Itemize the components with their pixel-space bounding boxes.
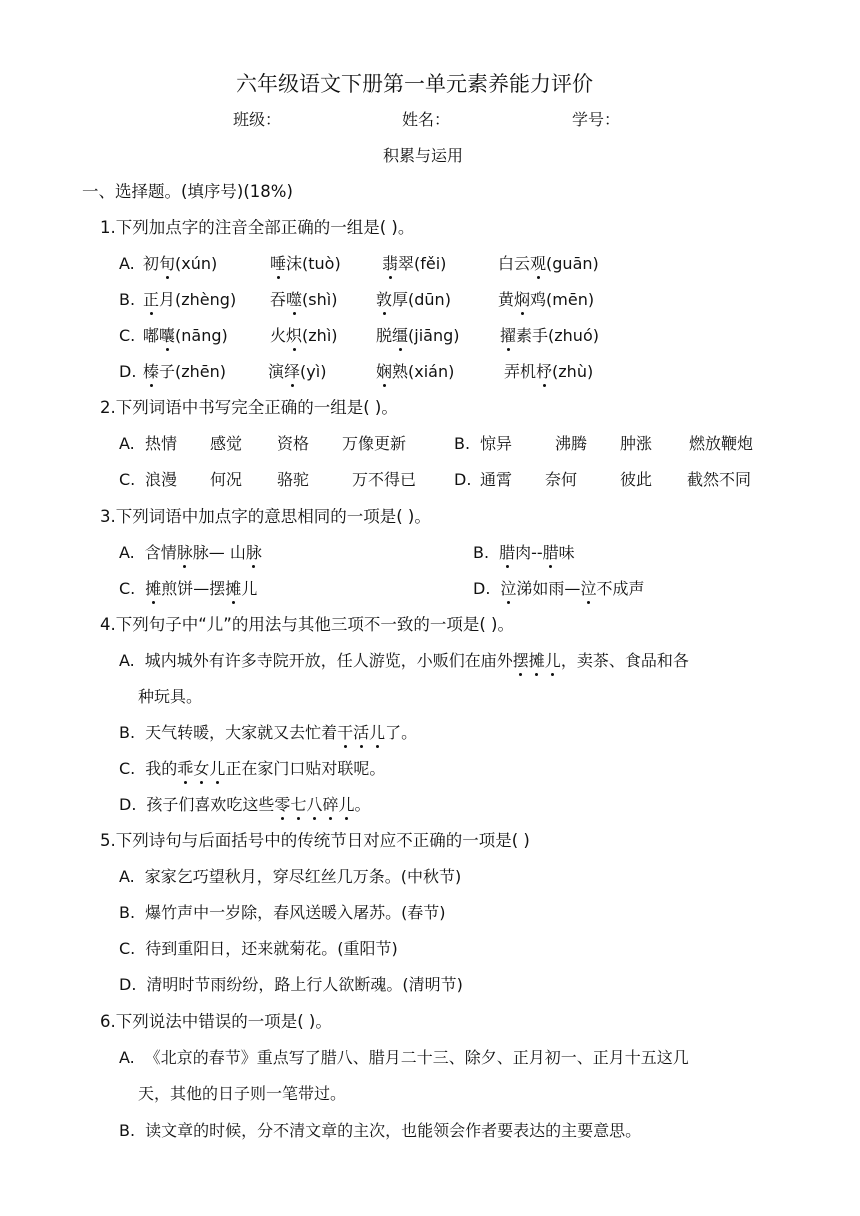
q5-option-d (119, 974, 463, 996)
text-fragment: 涕如雨— (516, 579, 581, 598)
text-fragment: (nāng) (175, 326, 228, 345)
emphasis-dot-char: 摆 (512, 651, 529, 670)
text-fragment: 煎饼—摆 (161, 579, 226, 598)
q1-c-word2 (270, 325, 338, 347)
text-fragment: 脱 (376, 326, 393, 345)
emphasis-dot-char: 八 (306, 795, 323, 814)
text-fragment: 黄 (498, 290, 515, 309)
emphasis-dot-char: 腊 (542, 543, 559, 562)
q4-option-b (119, 722, 417, 744)
text-fragment: 月(zhèng) (159, 290, 237, 309)
class-label: 班级： (233, 110, 282, 129)
question-3-stem: 3.下列词语中加点字的意思相同的一项是( )。 (100, 507, 431, 526)
text-fragment: (yì) (300, 362, 327, 381)
text-fragment: C. (119, 326, 136, 345)
emphasis-dot-char: 焖 (514, 290, 531, 309)
text-fragment: 吞 (270, 290, 287, 309)
text-fragment: D. (119, 795, 137, 814)
q1-c-word4 (500, 325, 599, 347)
q2-c-word: 万不得已 (352, 470, 417, 489)
q2-a-word: 感觉 (210, 434, 243, 453)
emphasis-dot-char: 脉 (176, 543, 193, 562)
q4-option-a (119, 650, 689, 672)
emphasis-dot-char: 正 (143, 290, 160, 309)
text-fragment: D. (119, 362, 137, 381)
text-fragment: 。 (354, 795, 371, 814)
emphasis-dot-char: 摊 (145, 579, 162, 598)
text-fragment: C. (119, 939, 136, 958)
text-fragment: 家家乞巧望秋月，穿尽红丝几万条。(中秋节) (144, 867, 462, 886)
text-fragment: (xún) (175, 254, 218, 273)
text-fragment: 正在家门口贴对联呢。 (225, 759, 386, 778)
text-fragment: B. (119, 723, 136, 742)
q2-b-word: 燃放鞭炮 (689, 434, 754, 453)
q2-c-word: 何况 (210, 470, 243, 489)
q1-b-word3 (376, 289, 451, 311)
text-fragment: 读文章的时候，分不清文章的主次，也能领会作者要表达的主要意思。 (145, 1121, 642, 1140)
emphasis-dot-char: 摊 (225, 579, 242, 598)
q5-option-c (119, 938, 398, 960)
text-fragment: 鸡(mēn) (530, 290, 595, 309)
q1-d-word2 (268, 361, 326, 383)
text-fragment: A. (119, 651, 135, 670)
emphasis-dot-char: 翡 (382, 254, 399, 273)
emphasis-dot-char: 敦 (376, 290, 393, 309)
q2-a-word: 万像更新 (342, 434, 407, 453)
q3-option-c (119, 578, 257, 600)
text-fragment: 不成声 (596, 579, 645, 598)
q6-option-a (119, 1047, 689, 1069)
emphasis-dot-char: 女 (193, 759, 210, 778)
emphasis-dot-char: 零 (274, 795, 291, 814)
q2-d-word: 通霄 (480, 470, 513, 489)
q4-option-d (119, 794, 371, 816)
q1-d-word1 (143, 361, 226, 383)
text-fragment: 孩子们喜欢吃这些 (146, 795, 275, 814)
question-6-stem: 6.下列说法中错误的一项是( )。 (100, 1012, 332, 1031)
text-fragment: 城内城外有许多寺院开放，任人游览，小贩们在庙外 (144, 651, 513, 670)
q2-b-word: 惊异 (480, 434, 513, 453)
emphasis-dot-char: 噬 (286, 290, 303, 309)
text-fragment: 清明时节雨纷纷，路上行人欲断魂。(清明节) (146, 975, 463, 994)
emphasis-dot-char: 干 (337, 723, 354, 742)
student-number-label: 学号： (572, 110, 621, 129)
text-fragment: A. (119, 543, 135, 562)
q2-option-b-letter: B. (454, 434, 471, 453)
q2-option-d-letter: D. (454, 470, 472, 489)
q5-option-a (119, 866, 461, 888)
emphasis-dot-char: 绎 (284, 362, 301, 381)
q3-option-a (119, 542, 262, 564)
text-fragment: (zhù) (552, 362, 594, 381)
text-fragment: 嘟 (143, 326, 160, 345)
q2-d-word: 彼此 (620, 470, 653, 489)
q2-option-a-letter: A. (119, 434, 135, 453)
text-fragment: 脉— 山 (192, 543, 246, 562)
text-fragment: 熟(xián) (392, 362, 455, 381)
q4-option-a-continued: 种玩具。 (138, 687, 203, 706)
q1-c-word3 (376, 325, 460, 347)
text-fragment: ，卖茶、食品和各 (560, 651, 689, 670)
q2-c-word: 骆驼 (277, 470, 310, 489)
option-letter: A. (119, 254, 135, 273)
text-fragment: 肉-- (515, 543, 543, 562)
emphasis-dot-char: 碎 (322, 795, 339, 814)
emphasis-dot-char: 腊 (499, 543, 516, 562)
text-fragment: 《北京的春节》重点写了腊八、腊月二十三、除夕、正月初一、正月十五这几 (144, 1048, 689, 1067)
q1-c-word1 (143, 325, 228, 347)
text-fragment: 味 (558, 543, 575, 562)
emphasis-dot-char: 儿 (544, 651, 561, 670)
text-fragment: (zhì) (302, 326, 338, 345)
text-fragment: 了。 (385, 723, 418, 742)
emphasis-dot-char: 脉 (245, 543, 262, 562)
emphasis-dot-char: 儿 (369, 723, 386, 742)
emphasis-dot-char: 擢 (500, 326, 517, 345)
emphasis-dot-char: 缰 (392, 326, 409, 345)
text-fragment: D. (473, 579, 491, 598)
emphasis-dot-char: 杼 (536, 362, 553, 381)
q1-a-word3 (382, 253, 446, 275)
text-fragment: 素手(zhuó) (516, 326, 599, 345)
question-4-stem: 4.下列句子中“儿”的用法与其他三项不一致的一项是( )。 (100, 615, 514, 634)
emphasis-dot-char: 摊 (528, 651, 545, 670)
emphasis-dot-char: 榛 (143, 362, 160, 381)
page-title: 六年级语文下册第一单元素养能力评价 (236, 72, 593, 96)
section-subtitle: 积累与运用 (383, 146, 464, 165)
text-fragment: 爆竹声中一岁除，春风送暖入屠苏。(春节) (145, 903, 446, 922)
emphasis-dot-char: 观 (530, 254, 547, 273)
q6-option-b (119, 1120, 641, 1142)
q2-b-word: 沸腾 (555, 434, 588, 453)
q1-b-word2 (270, 289, 337, 311)
text-fragment: C. (119, 759, 136, 778)
text-fragment: 天气转暖，大家就又去忙着 (145, 723, 338, 742)
text-fragment: 厚(dūn) (392, 290, 451, 309)
emphasis-dot-char: 儿 (209, 759, 226, 778)
emphasis-dot-char: 活 (353, 723, 370, 742)
emphasis-dot-char: 儿 (338, 795, 355, 814)
emphasis-dot-char: 泣 (500, 579, 517, 598)
text-fragment: (shì) (302, 290, 338, 309)
q2-option-c-letter: C. (119, 470, 136, 489)
q1-option-c (119, 325, 135, 347)
text-fragment: 含情 (144, 543, 177, 562)
q3-option-b (473, 542, 575, 564)
text-fragment: 待到重阳日，还来就菊花。(重阳节) (145, 939, 398, 958)
text-fragment: 演 (268, 362, 285, 381)
text-fragment: B. (119, 1121, 136, 1140)
text-fragment: 火 (270, 326, 287, 345)
q2-a-word: 资格 (277, 434, 310, 453)
text-fragment: 白云 (498, 254, 531, 273)
name-label: 姓名： (402, 110, 451, 129)
q2-c-word: 浪漫 (145, 470, 178, 489)
text-fragment: 我的 (145, 759, 178, 778)
question-2-stem: 2.下列词语中书写完全正确的一组是( )。 (100, 398, 398, 417)
text-fragment: B. (473, 543, 490, 562)
emphasis-dot-char: 囔 (159, 326, 176, 345)
text-fragment: C. (119, 579, 136, 598)
section-heading: 一、选择题。(填序号)(18%) (82, 182, 293, 201)
q1-option-a (119, 253, 135, 275)
text-fragment: 沫(tuò) (286, 254, 341, 273)
text-fragment: A. (119, 1048, 135, 1067)
text-fragment: 弄机 (504, 362, 537, 381)
q2-d-word: 奈何 (545, 470, 578, 489)
q1-option-d (119, 361, 136, 383)
q2-d-word: 截然不同 (687, 470, 752, 489)
emphasis-dot-char: 炽 (286, 326, 303, 345)
emphasis-dot-char: 乖 (177, 759, 194, 778)
q3-option-d (473, 578, 644, 600)
text-fragment: (guān) (546, 254, 599, 273)
text-fragment: 翠(fěi) (398, 254, 447, 273)
q2-a-word: 热情 (145, 434, 178, 453)
question-5-stem: 5.下列诗句与后面括号中的传统节日对应不正确的一项是( ) (100, 831, 530, 850)
question-1-stem: 1.下列加点字的注音全部正确的一组是( )。 (100, 218, 415, 237)
q1-d-word3 (376, 361, 454, 383)
q6-option-a-continued: 天，其他的日子则一笔带过。 (138, 1084, 347, 1103)
emphasis-dot-char: 旬 (159, 254, 176, 273)
text-fragment: 儿 (241, 579, 258, 598)
text-fragment: 初 (143, 254, 160, 273)
text-fragment: 子(zhēn) (159, 362, 227, 381)
emphasis-dot-char: 七 (290, 795, 307, 814)
q2-b-word: 肿涨 (620, 434, 653, 453)
emphasis-dot-char: 泣 (580, 579, 597, 598)
q1-option-b (119, 289, 135, 311)
text-fragment: B. (119, 903, 136, 922)
q1-a-word4 (498, 253, 599, 275)
emphasis-dot-char: 唾 (270, 254, 287, 273)
q5-option-b (119, 902, 446, 924)
text-fragment: A. (119, 867, 135, 886)
q1-b-word1 (143, 289, 236, 311)
q4-option-c (119, 758, 385, 780)
q1-b-word4 (498, 289, 594, 311)
text-fragment: (jiāng) (408, 326, 460, 345)
text-fragment: B. (119, 290, 136, 309)
emphasis-dot-char: 娴 (376, 362, 393, 381)
q1-a-word1 (143, 253, 217, 275)
text-fragment: D. (119, 975, 137, 994)
q1-a-word2 (270, 253, 341, 275)
q1-d-word4 (504, 361, 593, 383)
